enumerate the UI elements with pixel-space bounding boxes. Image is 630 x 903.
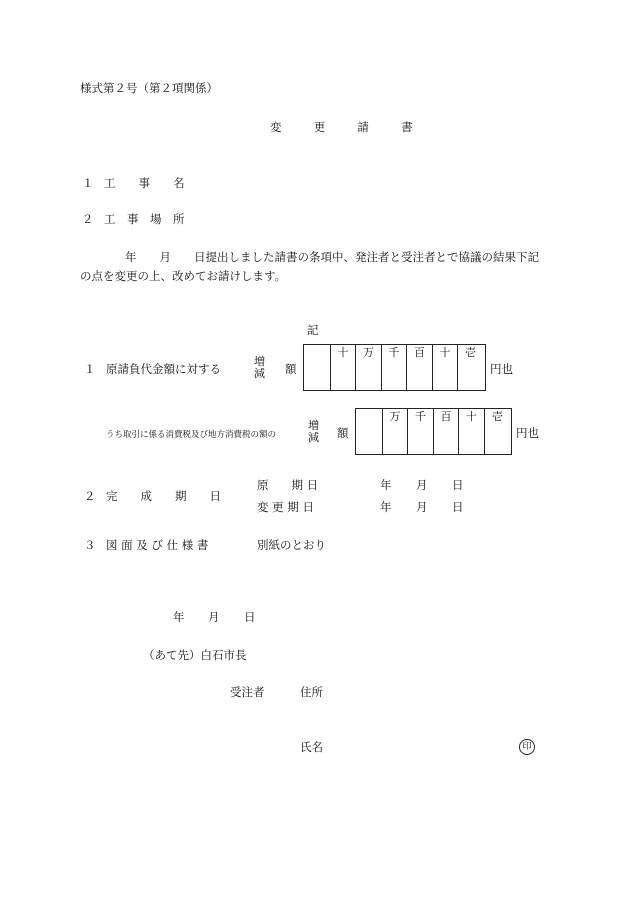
form-number: 様式第２号（第２項関係）: [80, 81, 218, 95]
tax-amount-cell[interactable]: 万: [382, 409, 407, 454]
section1-gaku: 額: [285, 362, 297, 376]
item1-label: 工 事 名: [104, 176, 185, 190]
original-tsuki: 月: [416, 478, 428, 492]
tax-zou: 増: [308, 419, 319, 432]
tax-suffix: 円也: [516, 426, 539, 440]
contractor-label: 受注者: [230, 685, 265, 699]
original-date-label: 原 期 日: [257, 478, 319, 492]
amount-grid: [303, 344, 486, 391]
amount-cell[interactable]: 万: [355, 345, 381, 390]
name-label: 氏名: [300, 740, 323, 754]
section1-zou: 増: [254, 355, 265, 368]
section1-zougen: [254, 356, 265, 380]
changed-hi: 日: [452, 500, 464, 514]
addressee: （あて先）白石市長: [143, 648, 247, 662]
amount-cell[interactable]: 壱: [457, 345, 483, 390]
section2-label: 完 成 期 日: [106, 489, 221, 503]
tax-amount-cell[interactable]: 十: [458, 409, 484, 454]
amount-cell[interactable]: 百: [406, 345, 432, 390]
date-tsuki: 月: [208, 610, 220, 624]
amount-cell[interactable]: 十: [330, 345, 355, 390]
ki-heading: 記: [307, 323, 319, 337]
tax-amount-cell[interactable]: 百: [433, 409, 458, 454]
seal-mark: 印: [519, 739, 535, 755]
tax-amount-cell[interactable]: [356, 409, 382, 454]
amount-cell[interactable]: 十: [432, 345, 457, 390]
amount-cell[interactable]: [304, 345, 330, 390]
changed-nen: 年: [380, 500, 392, 514]
section1-number: １: [84, 362, 96, 376]
paragraph-line1: 年 月 日提出しました請書の条項中、発注者と受注者とで協議の結果下記: [125, 250, 539, 264]
item2-label: 工 事 場 所: [104, 212, 185, 226]
date-nen: 年: [173, 610, 185, 624]
section1-suffix: 円也: [490, 362, 513, 376]
paragraph-line2: の点を変更の上、改めてお請けします。: [80, 269, 287, 283]
changed-date-label: 変 更 期 日: [257, 500, 314, 514]
item1-number: １: [82, 176, 94, 190]
amount-cell[interactable]: 千: [381, 345, 406, 390]
tax-amount-grid: [355, 408, 512, 455]
tax-gen: 減: [308, 431, 319, 444]
section1-gen: 減: [254, 367, 265, 380]
section1-label: 原請負代金額に対する: [106, 362, 221, 376]
original-hi: 日: [452, 478, 464, 492]
item2-number: ２: [82, 212, 94, 226]
section2-number: ２: [84, 489, 96, 503]
tax-zougen: [308, 420, 319, 444]
date-hi: 日: [244, 610, 256, 624]
changed-tsuki: 月: [416, 500, 428, 514]
original-nen: 年: [380, 478, 392, 492]
tax-gaku: 額: [337, 426, 349, 440]
section3-label: 図 面 及 び 仕 様 書: [106, 538, 209, 552]
page-title: 変 更 請 書: [270, 120, 423, 134]
tax-amount-cell[interactable]: 千: [407, 409, 433, 454]
tax-amount-cell[interactable]: 壱: [484, 409, 510, 454]
section3-value: 別紙のとおり: [257, 538, 326, 552]
section3-number: ３: [84, 538, 96, 552]
address-label: 住所: [300, 685, 323, 699]
tax-label: うち取引に係る消費税及び地方消費税の額の: [106, 430, 277, 440]
